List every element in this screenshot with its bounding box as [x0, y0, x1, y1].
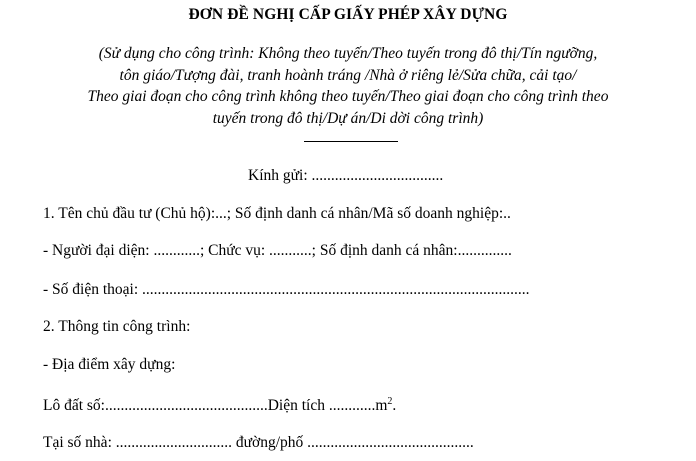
house-number-street-field: Tại số nhà: .............................. đường/phố ...........................................	[43, 434, 474, 451]
area-unit-exponent: 2	[387, 395, 393, 407]
construction-location-field: - Địa điểm xây dựng:	[43, 356, 176, 373]
lot-area-text: Lô đất số:..........................................Diện tích ............m	[43, 397, 388, 414]
scope-line: tôn giáo/Tượng đài, tranh hoành tráng /Nhà ở riêng lẻ/Sửa chữa, cải tạo/	[119, 66, 577, 84]
representative-field: - Người đại diện: ............; Chức vụ: ...........; Số định danh cá nhân:..............	[43, 242, 512, 259]
investor-name-field: 1. Tên chủ đầu tư (Chủ hộ):...; Số định danh cá nhân/Mã số doanh nghiệp:..	[43, 205, 511, 222]
scope-line: (Sử dụng cho công trình: Không theo tuyến/Theo tuyến trong đô thị/Tín ngưỡng,	[98, 45, 598, 62]
lot-area-field	[43, 396, 396, 416]
scope-line: tuyến trong đô thị/Dự án/Di dời công trình)	[212, 109, 484, 127]
separator-rule	[304, 141, 398, 142]
scope-line: Theo giai đoạn cho công trình không theo tuyến/Theo giai đoạn cho công trình theo	[87, 88, 609, 105]
project-info-heading: 2. Thông tin công trình:	[43, 318, 191, 335]
lot-area-trailing: .	[392, 397, 397, 414]
phone-field: - Số điện thoại: ....................................................................................................	[43, 281, 530, 298]
scope-note	[20, 43, 676, 129]
document-title: ĐƠN ĐỀ NGHỊ CẤP GIẤY PHÉP XÂY DỰNG	[188, 6, 508, 23]
addressee-line: Kính gửi: ..................................	[248, 167, 444, 184]
